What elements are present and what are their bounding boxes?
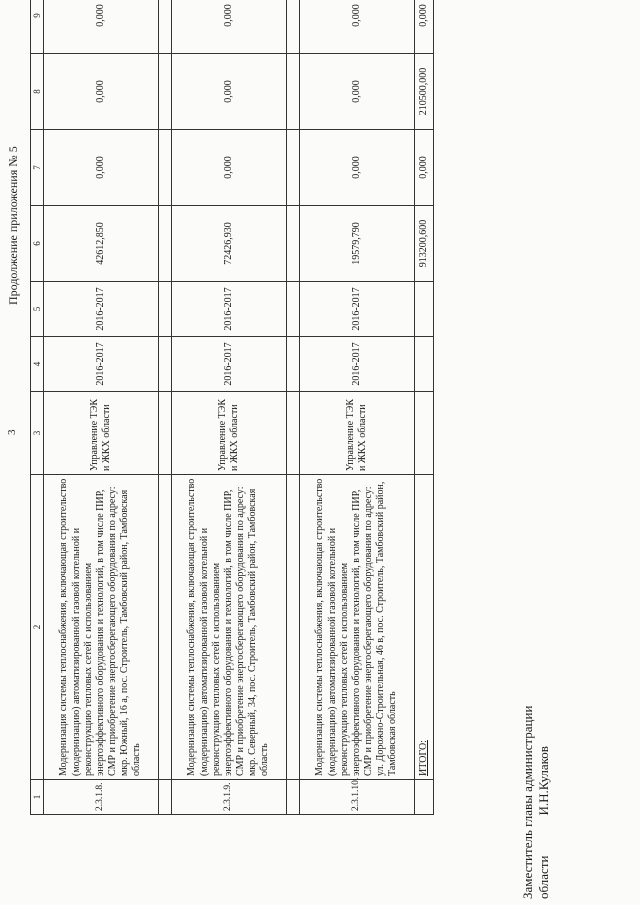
program-table — [30, 0, 434, 815]
row-col9: 0,000 — [300, 0, 415, 54]
row-executor: Управление ТЭК и ЖКХ области — [44, 392, 159, 475]
row-code: 2.3.1.8. — [44, 780, 159, 815]
row-col7: 0,000 — [300, 130, 415, 206]
row-executor: Управление ТЭК и ЖКХ области — [172, 392, 287, 475]
signature-block — [520, 706, 553, 899]
row-period-end: 2016-2017 — [300, 282, 415, 337]
total-row — [415, 0, 434, 815]
row-period-start: 2016-2017 — [44, 337, 159, 392]
signature-position: Заместитель главы администрации — [520, 705, 535, 899]
row-period-start: 2016-2017 — [300, 337, 415, 392]
row-period-start: 2016-2017 — [172, 337, 287, 392]
row-col6: 19579,790 — [300, 206, 415, 282]
table-row — [172, 0, 287, 815]
total-label-text: ИТОГО: — [417, 740, 429, 776]
row-col6: 42612,850 — [44, 206, 159, 282]
row-name: Модернизация системы теплоснабжения, включающая строительство (модернизацию) автоматизированной газовой котельной и реконструкцию тепловых сетей с использованием энергоэффективного оборудования и технологий, в том числе ПИР, СМР и приобретение энергосберегающего оборудования по адресу: ул. Дорожно-Строительная, 46 в, пос. Строитель, Тамбовский район, Тамбовская область — [300, 475, 415, 780]
row-col8: 0,000 — [300, 54, 415, 130]
header-number: 2 — [31, 475, 44, 780]
header-number: 6 — [31, 206, 44, 282]
spacer-row — [159, 0, 172, 815]
total-label — [415, 475, 434, 780]
row-code: 2.3.1.9. — [172, 780, 287, 815]
row-col7: 0,000 — [44, 130, 159, 206]
header-number: 7 — [31, 130, 44, 206]
continuation-label: Продолжение приложения № 5 — [6, 146, 20, 305]
header-number: 5 — [31, 282, 44, 337]
page-number: 3 — [6, 429, 18, 435]
row-col9: 0,000 — [44, 0, 159, 54]
row-name: Модернизация системы теплоснабжения, включающая строительство (модернизацию) автоматизированной газовой котельной и реконструкцию тепловых сетей с использованием энергоэффективного оборудования и технологий, в том числе ПИР, СМР и приобретение энергосберегающего оборудования по адресу: мкр. Северный, 34, пос. Строитель, Тамбовский район, Тамбовская область — [172, 475, 287, 780]
total-empty — [415, 282, 434, 337]
total-col8: 210500,000 — [415, 54, 434, 130]
header-number-row — [31, 0, 44, 815]
row-period-end: 2016-2017 — [172, 282, 287, 337]
signature-region: области — [536, 855, 552, 899]
spacer-row — [287, 0, 300, 815]
table-row — [44, 0, 159, 815]
header-number: 1 — [31, 780, 44, 815]
total-empty — [415, 780, 434, 815]
total-col6: 913200,600 — [415, 206, 434, 282]
row-name: Модернизация системы теплоснабжения, включающая строительство (модернизацию) автоматизированной газовой котельной и реконструкцию тепловых сетей с использованием энергоэффективного оборудования и технологий, в том числе ПИР, СМР и приобретение энергосберегающего оборудования по адресу: мкр. Южный, 16 а, пос. Строитель, Тамбовский район, Тамбовская область — [44, 475, 159, 780]
row-col9: 0,000 — [172, 0, 287, 54]
row-col7: 0,000 — [172, 130, 287, 206]
table-row — [300, 0, 415, 815]
total-col9: 0,000 — [415, 0, 434, 54]
row-col8: 0,000 — [172, 54, 287, 130]
row-code: 2.3.1.10. — [300, 780, 415, 815]
total-empty — [415, 392, 434, 475]
signature-name: И.Н.Кулаков — [536, 746, 552, 816]
header-number: 9 — [31, 0, 44, 54]
header-number: 4 — [31, 337, 44, 392]
total-empty — [415, 337, 434, 392]
total-col7: 0,000 — [415, 130, 434, 206]
row-col6: 72426,930 — [172, 206, 287, 282]
signature-line2 — [536, 706, 552, 899]
header-number: 3 — [31, 392, 44, 475]
header-number: 8 — [31, 54, 44, 130]
row-period-end: 2016-2017 — [44, 282, 159, 337]
row-executor: Управление ТЭК и ЖКХ области — [300, 392, 415, 475]
row-col8: 0,000 — [44, 54, 159, 130]
